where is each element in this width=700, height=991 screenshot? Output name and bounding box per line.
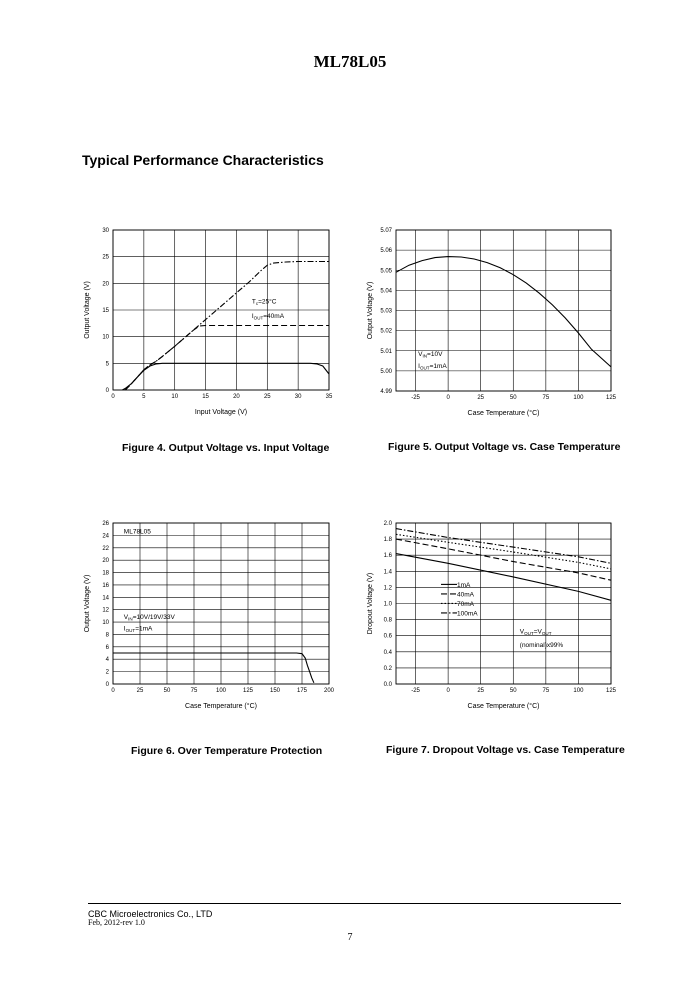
x-tick-label: 100 — [573, 688, 584, 694]
x-tick-label: 0 — [111, 394, 115, 400]
chart-annotation: $V_{IN}=10V/19V/33V$ — [123, 613, 175, 622]
x-tick-label: 50 — [163, 688, 171, 694]
x-axis-label: Case Temperature (°C) — [467, 410, 540, 417]
x-tick-label: 75 — [542, 395, 550, 401]
footer-divider — [88, 903, 621, 904]
y-tick-label: 0.4 — [383, 649, 392, 656]
chart-annotation: $I_{OUT}=40mA$ — [251, 313, 285, 321]
chart-annotation: $V_{OUT}=V_{OUT}$ — [519, 628, 552, 636]
y-tick-label: 0.0 — [383, 682, 392, 688]
figure-7-caption: Figure 7. Dropout Voltage vs. Case Temperature — [386, 744, 625, 756]
y-tick-label: 30 — [102, 228, 109, 234]
y-tick-label: 1.6 — [383, 553, 392, 560]
legend-label: 1mA — [457, 581, 471, 589]
x-tick-label: 0 — [446, 395, 450, 401]
x-tick-label: 75 — [190, 688, 198, 694]
y-tick-label: 5.00 — [380, 368, 392, 375]
y-tick-label: 0 — [105, 388, 109, 394]
y-tick-label: 20 — [102, 558, 109, 565]
y-tick-label: 15 — [102, 308, 109, 314]
x-tick-label: 125 — [605, 395, 617, 401]
x-tick-label: 30 — [294, 394, 302, 400]
x-tick-label: 200 — [323, 688, 335, 694]
y-tick-label: 20 — [102, 281, 109, 288]
y-tick-label: 0.6 — [383, 633, 392, 640]
y-tick-label: 24 — [102, 533, 109, 540]
y-tick-label: 5.02 — [380, 328, 392, 335]
y-tick-label: 8 — [105, 632, 109, 639]
y-tick-label: 10 — [102, 334, 109, 341]
y-tick-label: 25 — [102, 254, 109, 261]
y-tick-label: 22 — [102, 545, 109, 552]
x-tick-label: 50 — [509, 395, 517, 401]
x-tick-label: 100 — [215, 688, 227, 694]
x-axis-label: Input Voltage (V) — [194, 409, 248, 416]
y-tick-label: 10 — [102, 620, 109, 627]
y-axis-label: Dropout Voltage (V) — [367, 572, 374, 635]
chart-annotation: $I_{OUT}=1mA$ — [123, 625, 153, 634]
legend-label: 40mA — [457, 591, 474, 599]
figure-5-caption: Figure 5. Output Voltage vs. Case Temperature — [388, 441, 621, 453]
figure-4-caption: Figure 4. Output Voltage vs. Input Voltage — [122, 442, 330, 454]
x-tick-label: 75 — [542, 688, 550, 694]
x-tick-label: 25 — [477, 688, 485, 694]
chart-annotation: (nominal)x99% — [519, 641, 564, 649]
x-tick-label: 10 — [171, 394, 179, 400]
x-tick-label: 50 — [509, 688, 517, 694]
page-number: 7 — [347, 932, 353, 943]
y-tick-label: 2.0 — [383, 521, 392, 527]
y-tick-label: 26 — [102, 521, 109, 527]
series-line-70ma — [396, 534, 611, 569]
y-tick-label: 5.03 — [380, 308, 392, 315]
y-tick-label: 5.05 — [380, 268, 392, 275]
y-tick-label: 12 — [102, 607, 109, 614]
y-tick-label: 16 — [102, 582, 109, 589]
chart-annotation: $T_c=25^\circ C$ — [251, 298, 277, 307]
y-tick-label: 5 — [105, 361, 109, 368]
chart-annotation: $I_{OUT}=1mA$ — [418, 362, 447, 371]
figure-6-caption: Figure 6. Over Temperature Protection — [131, 745, 323, 757]
footer-revision-date: Feb, 2012-rev 1.0 — [88, 918, 145, 927]
y-axis-label: Output Voltage (V) — [84, 281, 91, 339]
x-axis-label: Case Temperature (°C) — [467, 703, 540, 710]
series-line-1ma — [396, 554, 611, 601]
legend-label: 100mA — [457, 610, 478, 618]
x-tick-label: 25 — [263, 394, 271, 400]
y-tick-label: 14 — [102, 595, 109, 602]
x-tick-label: 20 — [233, 394, 240, 400]
y-tick-label: 5.04 — [380, 288, 392, 295]
x-tick-label: 25 — [136, 688, 144, 694]
x-tick-label: 25 — [477, 395, 485, 401]
x-tick-label: 175 — [296, 688, 308, 694]
x-tick-label: 125 — [605, 688, 617, 694]
y-tick-label: 0.8 — [383, 617, 392, 624]
x-tick-label: 0 — [446, 688, 450, 694]
legend-label: 70mA — [457, 600, 474, 608]
x-tick-label: -25 — [411, 395, 420, 401]
chart-annotation: $V_{IN}=10V$ — [418, 350, 443, 359]
y-tick-label: 4 — [105, 657, 109, 664]
section-title: Typical Performance Characteristics — [82, 152, 324, 168]
chart-annotation: ML78L05 — [123, 528, 151, 536]
x-tick-label: 100 — [573, 395, 584, 401]
x-tick-label: 0 — [111, 688, 115, 694]
series-line-100ma — [396, 529, 611, 564]
y-tick-label: 5.01 — [380, 348, 392, 355]
y-tick-label: 2 — [105, 669, 109, 676]
footer-company: CBC Microelectronics Co., LTD — [88, 909, 213, 919]
document-title: ML78L05 — [313, 52, 387, 71]
x-tick-label: 5 — [142, 394, 146, 400]
y-tick-label: 5.07 — [380, 228, 392, 234]
x-tick-label: 15 — [202, 394, 209, 400]
y-tick-label: 6 — [105, 644, 109, 651]
y-tick-label: 1.4 — [383, 569, 392, 576]
x-tick-label: 150 — [269, 688, 281, 694]
y-tick-label: 1.0 — [383, 601, 392, 608]
y-tick-label: 1.8 — [383, 537, 392, 544]
y-axis-label: Output Voltage (V) — [367, 281, 374, 340]
x-tick-label: 35 — [325, 394, 333, 400]
y-tick-label: 0 — [105, 682, 109, 688]
y-tick-label: 4.99 — [380, 389, 392, 395]
y-tick-label: 0.2 — [383, 665, 392, 672]
y-axis-label: Output Voltage (V) — [84, 574, 91, 633]
x-tick-label: -25 — [411, 688, 420, 694]
x-axis-label: Case Temperature (°C) — [185, 703, 257, 710]
y-tick-label: 1.2 — [383, 585, 392, 592]
x-tick-label: 125 — [242, 688, 254, 694]
y-tick-label: 18 — [102, 570, 109, 577]
y-tick-label: 5.06 — [380, 248, 392, 255]
